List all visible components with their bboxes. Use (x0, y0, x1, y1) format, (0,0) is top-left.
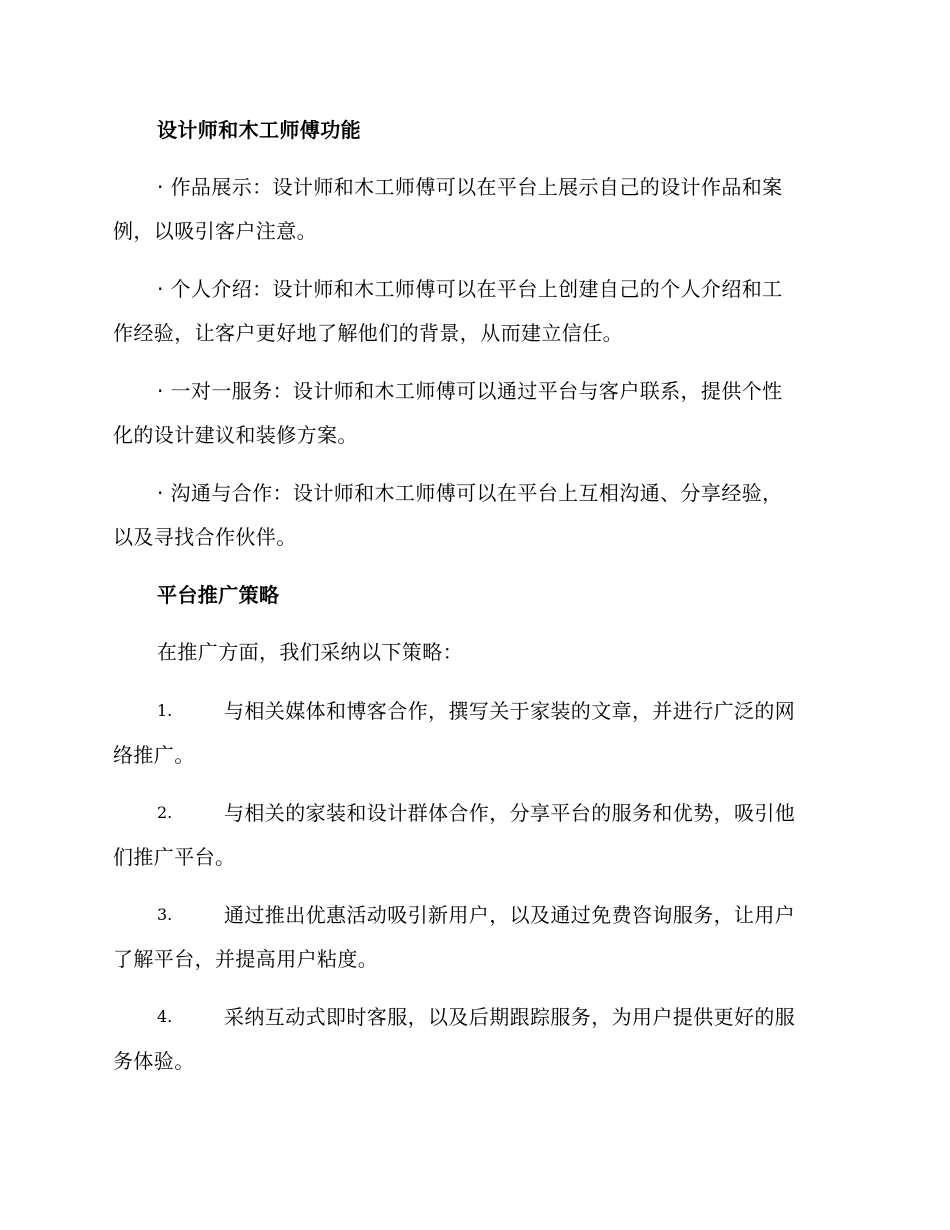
paragraph-communication-cooperation (113, 471, 835, 559)
section-heading-promotion-strategy: 平台推广策略 (157, 583, 280, 607)
paragraph-line: 在推广方面，我们采纳以下策略： (157, 640, 463, 664)
list-item-line: 与相关媒体和博客合作，撰写关于家装的文章，并进行广泛的网 (224, 699, 796, 723)
list-item (113, 791, 835, 879)
paragraph-line: 例，以吸引客户注意。 (113, 219, 317, 243)
list-item-line: 们推广平台。 (113, 845, 236, 869)
paragraph-personal-intro (113, 267, 835, 355)
paragraph-portfolio-display (113, 165, 835, 253)
list-number: 1. (157, 701, 173, 720)
paragraph-intro (113, 630, 835, 674)
paragraph-line: 化的设计建议和装修方案。 (113, 423, 358, 447)
paragraph-one-on-one-service (113, 369, 835, 457)
list-number: 2. (157, 803, 173, 822)
paragraph-line: 作经验，让客户更好地了解他们的背景，从而建立信任。 (113, 321, 623, 345)
section-heading-designer-features: 设计师和木工师傅功能 (157, 118, 361, 142)
list-item-line: 采纳互动式即时客服，以及后期跟踪服务，为用户提供更好的服 (224, 1005, 796, 1029)
paragraph-line: 以及寻找合作伙伴。 (113, 525, 297, 549)
list-number: 3. (157, 905, 173, 924)
list-item (113, 689, 835, 777)
paragraph-line: · 沟通与合作：设计师和木工师傅可以在平台上互相沟通、分享经验， (157, 481, 783, 505)
paragraph-line: · 一对一服务：设计师和木工师傅可以通过平台与客户联系，提供个性 (157, 379, 783, 403)
list-item-line: 务体验。 (113, 1049, 195, 1073)
list-item (113, 995, 835, 1083)
list-item-line: 络推广。 (113, 743, 195, 767)
list-item-line: 了解平台，并提高用户粘度。 (113, 947, 379, 971)
paragraph-line: · 个人介绍：设计师和木工师傅可以在平台上创建自己的个人介绍和工 (157, 277, 783, 301)
list-number: 4. (157, 1007, 173, 1026)
list-item-line: 通过推出优惠活动吸引新用户，以及通过免费咨询服务，让用户 (224, 903, 796, 927)
list-item-line: 与相关的家装和设计群体合作，分享平台的服务和优势，吸引他 (224, 801, 796, 825)
paragraph-line: · 作品展示：设计师和木工师傅可以在平台上展示自己的设计作品和案 (157, 175, 783, 199)
list-item (113, 893, 835, 981)
